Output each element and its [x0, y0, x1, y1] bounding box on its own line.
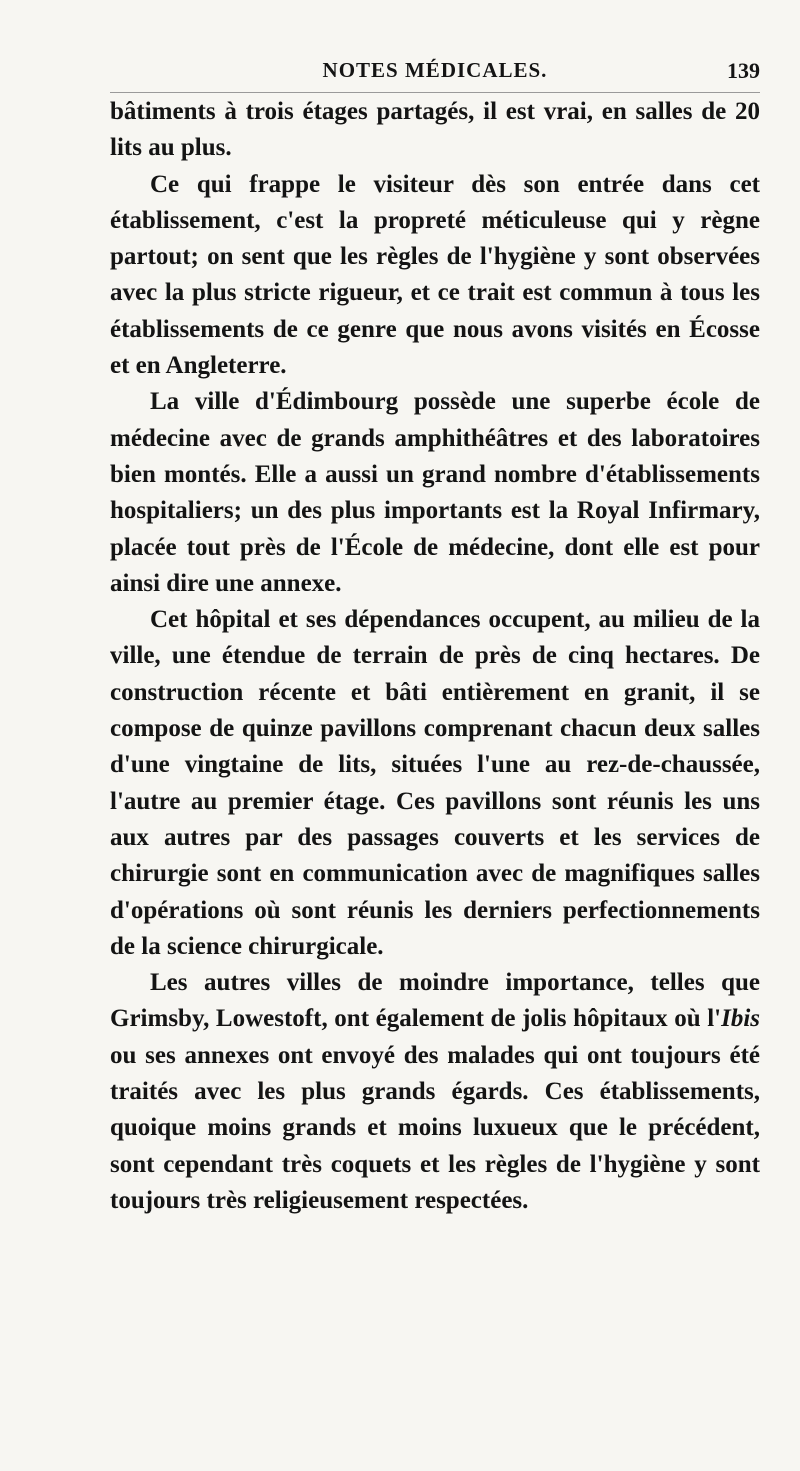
paragraph-3: La ville d'Édimbourg possède une superbe école de médecine avec de grands amphithéâtres et des laboratoires bien montés. Elle a aussi un grand nombre d'établissements hospitaliers; un des plus importants est la Royal Infirmary, placée tout près de l'École de médecine, dont elle est pour ainsi dire une annexe. — [110, 388, 760, 597]
paragraph-5-part-1: Les autres villes de moindre importance, telles que Grimsby, Lowestoft, ont également de jolis hôpitaux où l' — [110, 969, 760, 1033]
page-number: 139 — [727, 58, 760, 83]
body-text — [110, 94, 760, 1219]
running-title: NOTES MÉDICALES. — [322, 58, 548, 82]
paragraph-5 — [110, 965, 760, 1219]
ship-name-ibis: Ibis — [721, 1005, 760, 1033]
page-header — [110, 58, 760, 92]
header-rule — [110, 92, 760, 93]
paragraph-1: bâtiments à trois étages partagés, il est vrai, en salles de 20 lits au plus. — [110, 98, 760, 162]
paragraph-5-part-2: ou ses annexes ont envoyé des malades qui ont toujours été traités avec les plus grands égards. Ces établissements, quoique moins grands et moins luxueux que le précédent, sont cependant très coquets et les règles de l'hygiène y sont toujours très religieusement respectées. — [110, 1041, 760, 1214]
paragraph-2: Ce qui frappe le visiteur dès son entrée dans cet établissement, c'est la propreté méticuleuse qui y règne partout; on sent que les règles de l'hygiène y sont observées avec la plus stricte rigueur, et ce trait est commun à tous les établissements de ce genre que nous avons visités en Écosse et en Angleterre. — [110, 170, 760, 380]
paragraph-4: Cet hôpital et ses dépendances occupent, au milieu de la ville, une étendue de terrain de près de cinq hectares. De construction récente et bâti entièrement en granit, il se compose de quinze pavillons comprenant chacun deux salles d'une vingtaine de lits, situées l'une au rez-de-chaussée, l'autre au premier étage. Ces pavillons sont réunis les uns aux autres par des passages couverts et les services de chirurgie sont en communication avec de magnifiques salles d'opérations où sont réunis les derniers perfectionnements de la science chirurgicale. — [110, 606, 760, 960]
